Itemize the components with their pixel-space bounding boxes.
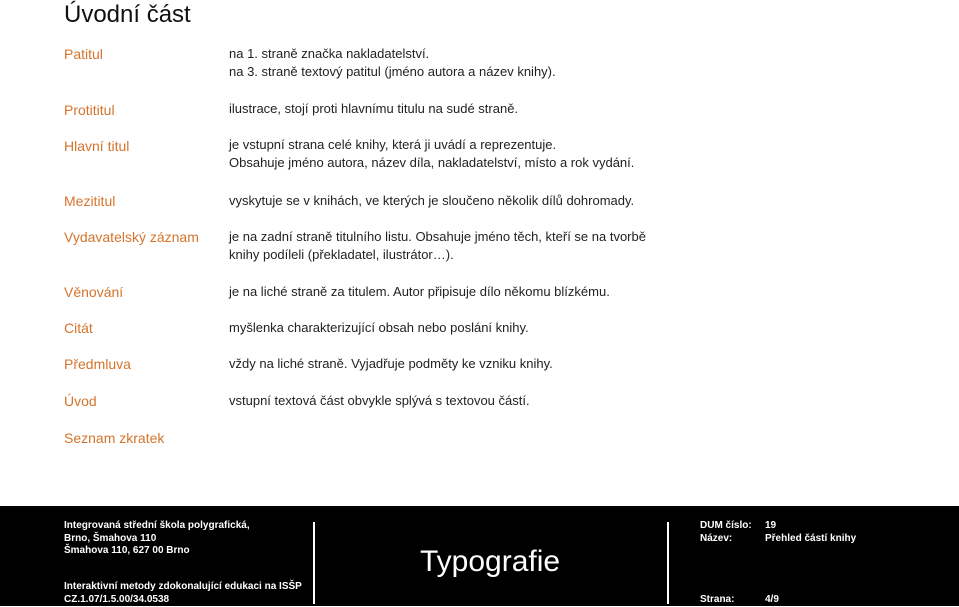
term-label: Seznam zkratek bbox=[64, 430, 165, 446]
term-label: Protititul bbox=[64, 102, 115, 118]
definition-line: knihy podíleli (překladatel, ilustrátor…). bbox=[229, 247, 454, 262]
term-label: Patitul bbox=[64, 46, 103, 62]
term-definition bbox=[229, 355, 669, 373]
term-label: Hlavní titul bbox=[64, 138, 130, 154]
term-label: Úvod bbox=[64, 393, 97, 409]
term-definition bbox=[229, 228, 669, 264]
footer-divider-right bbox=[667, 522, 669, 604]
definition-line: vstupní textová část obvykle splývá s textovou částí. bbox=[229, 393, 530, 408]
term-label: Vydavatelský záznam bbox=[64, 229, 199, 245]
term-label: Mezititul bbox=[64, 193, 116, 209]
definition-line: je na liché straně za titulem. Autor připisuje dílo někomu blízkému. bbox=[229, 284, 610, 299]
definition-line: vždy na liché straně. Vyjadřuje podměty ke vzniku knihy. bbox=[229, 356, 553, 371]
term-label: Předmluva bbox=[64, 356, 131, 372]
page-title: Úvodní část bbox=[64, 1, 191, 28]
definition-line: vyskytuje se v knihách, ve kterých je sloučeno několik dílů dohromady. bbox=[229, 193, 635, 208]
footer bbox=[0, 506, 959, 606]
term-definition bbox=[229, 319, 669, 337]
subject-title: Typografie bbox=[420, 545, 561, 578]
definition-line: je na zadní straně titulního listu. Obsahuje jméno těch, kteří se na tvorbě bbox=[229, 229, 646, 244]
term-definition bbox=[229, 392, 669, 410]
term-definition bbox=[229, 283, 669, 301]
dum-label: DUM číslo: bbox=[700, 520, 752, 531]
name-value: Přehled částí knihy bbox=[765, 532, 857, 544]
project-name: Interaktivní metody zdokonalující edukaci na ISŠP bbox=[64, 581, 302, 592]
term-definition bbox=[229, 136, 669, 172]
term-definition bbox=[229, 45, 669, 81]
footer-divider-left bbox=[313, 522, 315, 604]
school-name: Integrovaná střední škola polygrafická, bbox=[64, 520, 250, 531]
dum-value: 19 bbox=[765, 520, 777, 531]
term-definition bbox=[229, 192, 669, 210]
name-label: Název: bbox=[700, 532, 733, 544]
definition-line: myšlenka charakterizující obsah nebo poslání knihy. bbox=[229, 320, 529, 335]
definition-line: je vstupní strana celé knihy, která ji uvádí a reprezentuje. bbox=[229, 137, 557, 152]
definition-line: na 3. straně textový patitul (jméno autora a název knihy). bbox=[229, 64, 556, 79]
school-city: Brno, Šmahova 110 bbox=[64, 532, 157, 544]
project-code: CZ.1.07/1.5.00/34.0538 bbox=[64, 594, 170, 605]
term-definition bbox=[229, 100, 669, 118]
definition-line: ilustrace, stojí proti hlavnímu titulu na sudé straně. bbox=[229, 101, 519, 116]
definition-line: Obsahuje jméno autora, název díla, nakladatelství, místo a rok vydání. bbox=[229, 155, 635, 170]
definition-line: na 1. straně značka nakladatelství. bbox=[229, 46, 430, 61]
term-label: Věnování bbox=[64, 284, 124, 300]
page-label: Strana: bbox=[700, 594, 735, 605]
school-address: Šmahova 110, 627 00 Brno bbox=[64, 545, 190, 556]
term-label: Citát bbox=[64, 320, 93, 336]
page-value: 4/9 bbox=[765, 594, 779, 605]
